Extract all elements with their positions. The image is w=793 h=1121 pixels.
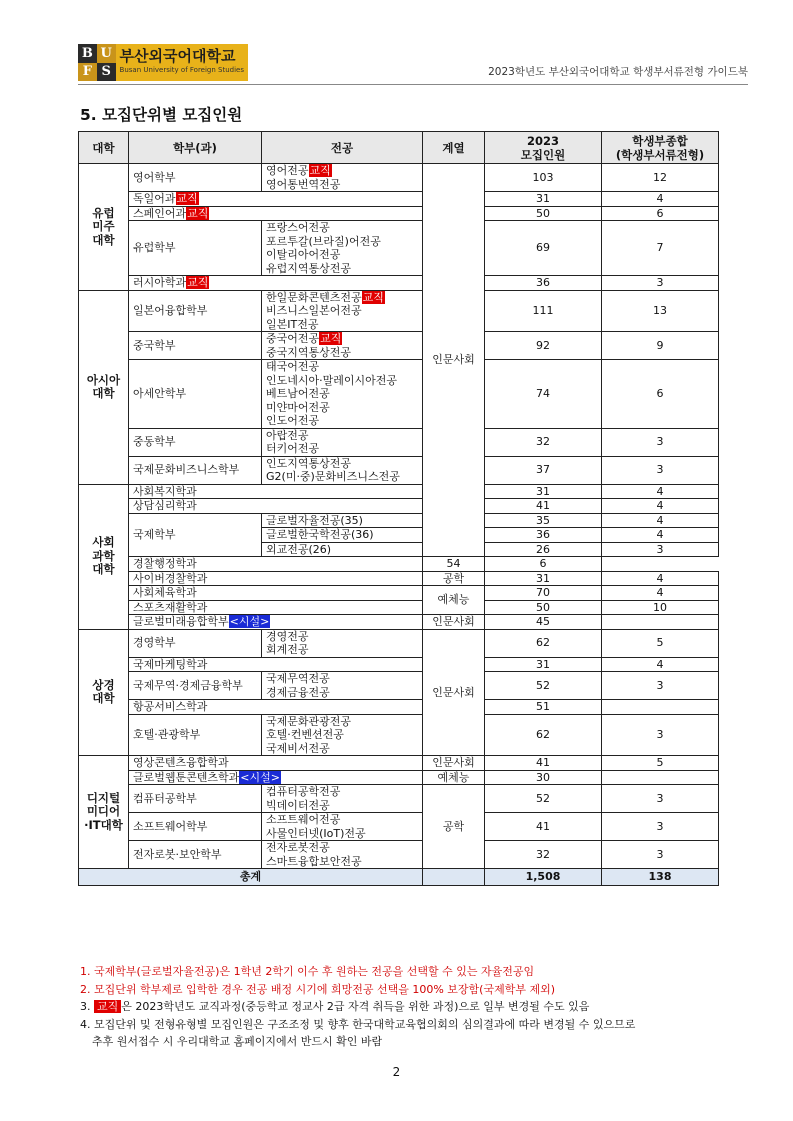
teaching-tag: 교직 xyxy=(94,1000,121,1013)
field-cell: 인문사회 xyxy=(423,629,485,756)
table-row xyxy=(79,499,719,514)
major-name: 소프트웨어전공 xyxy=(266,813,341,826)
major-name: 포르투갈(브라질)어전공 xyxy=(266,234,381,248)
field-cell: 인문사회 xyxy=(423,615,485,630)
major-cell xyxy=(262,785,423,813)
note-4-cont: 추후 원서접수 시 우리대학교 홈페이지에서 반드시 확인 바람 xyxy=(92,1035,383,1048)
major-cell xyxy=(262,221,423,276)
doc-cell: 3 xyxy=(602,785,719,813)
table-row xyxy=(79,785,719,813)
dept-cell: 국제마케팅학과 xyxy=(129,657,423,672)
total-doc: 138 xyxy=(602,869,719,886)
document-title: 2023학년도 부산외국어대학교 학생부서류전형 가이드북 xyxy=(488,66,748,78)
table-row xyxy=(79,770,719,785)
dept-cell xyxy=(129,615,423,630)
dept-cell: 영상콘텐츠융합학과 xyxy=(129,756,423,771)
dept-name: 글로벌웹툰콘텐츠학과 xyxy=(133,770,240,784)
page-number: 2 xyxy=(392,1065,401,1079)
table-row xyxy=(79,484,719,499)
doc-cell xyxy=(602,770,719,785)
teaching-tag: 교직 xyxy=(187,206,209,220)
field-cell: 인문사회 xyxy=(423,164,485,557)
field-cell: 예체능 xyxy=(423,770,485,785)
table-row xyxy=(79,192,719,207)
table-row xyxy=(79,571,719,586)
table-row xyxy=(79,360,719,429)
quota-cell: 70 xyxy=(485,586,602,601)
quota-cell: 51 xyxy=(485,700,602,715)
table-header-row xyxy=(79,132,719,164)
field-cell: 예체능 xyxy=(423,586,485,615)
table-row xyxy=(79,456,719,484)
quota-cell: 92 xyxy=(485,332,602,360)
dept-cell: 사회복지학과 xyxy=(129,484,423,499)
doc-cell: 4 xyxy=(602,499,719,514)
dept-cell: 컴퓨터공학부 xyxy=(129,785,262,813)
quota-cell: 45 xyxy=(485,615,602,630)
major-cell xyxy=(262,714,423,756)
footnotes xyxy=(80,963,720,1051)
doc-cell: 5 xyxy=(602,629,719,657)
dept-cell: 사이버경찰학과 xyxy=(129,571,423,586)
table-row xyxy=(79,206,719,221)
table-row xyxy=(79,332,719,360)
total-row xyxy=(79,869,719,886)
dept-cell: 국제문화비즈니스학부 xyxy=(129,456,262,484)
dept-cell: 호텔·관광학부 xyxy=(129,714,262,756)
major-cell xyxy=(262,360,423,429)
dept-cell: 사회체육학과 xyxy=(129,586,423,601)
field-cell: 인문사회 xyxy=(423,756,485,771)
college-cell: 유럽 미주 대학 xyxy=(79,164,129,291)
quota-cell: 50 xyxy=(485,206,602,221)
quota-cell: 52 xyxy=(485,785,602,813)
logo-name-korean: 부산외국어대학교 xyxy=(119,47,236,65)
major-name: 전자로봇전공 xyxy=(266,841,330,854)
quota-cell: 69 xyxy=(485,221,602,276)
major-cell: 글로벌한국학전공(36) xyxy=(262,528,423,543)
quota-cell: 52 xyxy=(485,672,602,700)
major-name: G2(미·중)문화비즈니스전공 xyxy=(266,470,400,483)
major-name: 비즈니스일본어전공 xyxy=(266,304,362,317)
field-cell: 공학 xyxy=(423,785,485,869)
logo-letter: S xyxy=(97,63,116,82)
table-row xyxy=(79,700,719,715)
dept-cell xyxy=(129,192,423,207)
major-cell: 글로벌자율전공(35) xyxy=(262,513,423,528)
logo-letter: F xyxy=(78,63,97,82)
table-row xyxy=(79,586,719,601)
doc-cell: 13 xyxy=(602,290,719,332)
table-row xyxy=(79,672,719,700)
facility-tag: <시설> xyxy=(229,615,270,628)
doc-cell: 10 xyxy=(602,600,719,615)
quota-cell: 37 xyxy=(485,456,602,484)
major-name: 빅데이터전공 xyxy=(266,798,330,812)
major-name: 호텔·컨벤션전공 xyxy=(266,728,344,741)
logo-letter: B xyxy=(78,44,97,63)
dept-cell: 소프트웨어학부 xyxy=(129,813,262,841)
table-row xyxy=(79,557,719,572)
doc-cell: 3 xyxy=(602,813,719,841)
table-row xyxy=(79,276,719,291)
dept-cell xyxy=(129,770,423,785)
logo-name-english: Busan University of Foreign Studies xyxy=(119,66,244,74)
quota-cell: 26 xyxy=(485,542,602,557)
dept-cell: 유럽학부 xyxy=(129,221,262,276)
college-cell: 아시아 대학 xyxy=(79,290,129,484)
major-name: 중국어전공 xyxy=(266,332,320,345)
doc-cell: 9 xyxy=(602,332,719,360)
doc-cell: 5 xyxy=(602,756,719,771)
major-name: 터키어전공 xyxy=(266,442,320,455)
quota-cell: 32 xyxy=(485,428,602,456)
college-cell: 사회 과학 대학 xyxy=(79,484,129,629)
doc-cell: 4 xyxy=(602,657,719,672)
major-name: 이탈리아어전공 xyxy=(266,248,341,261)
major-name: 아랍전공 xyxy=(266,428,309,442)
quota-cell: 62 xyxy=(485,629,602,657)
table-row xyxy=(79,221,719,276)
doc-cell xyxy=(602,615,719,630)
note-3-text: 은 2023학년도 교직과정(중등학교 정교사 2급 자격 취득을 위한 과정)으로 일부 변경될 수도 있음 xyxy=(121,1000,590,1013)
facility-tag: <시설> xyxy=(240,770,280,784)
doc-cell: 7 xyxy=(602,221,719,276)
major-name: 영어통번역전공 xyxy=(266,177,341,191)
major-name: 미얀마어전공 xyxy=(266,400,330,414)
quota-table xyxy=(78,131,719,886)
dept-cell xyxy=(129,276,423,291)
field-cell: 공학 xyxy=(423,571,485,586)
col-header-doc: 학생부종합 (학생부서류전형) xyxy=(602,132,719,164)
major-name: 스마트융합보안전공 xyxy=(266,854,362,868)
table-row xyxy=(79,600,719,615)
major-cell: 외교전공(26) xyxy=(262,542,423,557)
quota-cell: 31 xyxy=(485,571,602,586)
doc-cell: 12 xyxy=(602,164,719,192)
col-header-field: 계열 xyxy=(423,132,485,164)
university-logo xyxy=(78,44,248,81)
dept-cell: 국제학부 xyxy=(129,513,262,557)
quota-cell: 35 xyxy=(485,513,602,528)
quota-cell: 62 xyxy=(485,714,602,756)
note-2: 2. 모집단위 학부제로 입학한 경우 전공 배정 시기에 희망전공 선택을 100% 보장함(국제학부 제외) xyxy=(80,982,556,996)
dept-name: 독일어과 xyxy=(133,192,176,205)
major-cell xyxy=(262,164,423,192)
quota-cell: 103 xyxy=(485,164,602,192)
dept-cell: 경찰행정학과 xyxy=(129,557,423,572)
header-divider xyxy=(78,84,748,85)
dept-cell: 일본어융합학부 xyxy=(129,290,262,332)
dept-cell: 경영학부 xyxy=(129,629,262,657)
table-row xyxy=(79,290,719,332)
doc-cell: 3 xyxy=(602,542,719,557)
major-name: 인도네시아·말레이시아전공 xyxy=(266,373,398,387)
doc-cell: 3 xyxy=(602,672,719,700)
table-row xyxy=(79,813,719,841)
dept-name: 글로벌미래융합학부 xyxy=(133,615,229,628)
major-name: 중국지역통상전공 xyxy=(266,345,352,359)
teaching-tag: 교직 xyxy=(309,164,331,177)
dept-cell: 아세안학부 xyxy=(129,360,262,429)
quota-cell: 36 xyxy=(485,276,602,291)
major-name: 일본IT전공 xyxy=(266,317,319,331)
dept-cell: 영어학부 xyxy=(129,164,262,192)
doc-cell xyxy=(602,700,719,715)
teaching-tag: 교직 xyxy=(176,192,198,205)
major-cell xyxy=(262,290,423,332)
table-row xyxy=(79,714,719,756)
logo-emblem xyxy=(78,44,116,81)
col-header-major: 전공 xyxy=(262,132,423,164)
major-name: 프랑스어전공 xyxy=(266,221,330,234)
quota-cell: 32 xyxy=(485,841,602,869)
doc-cell: 4 xyxy=(602,513,719,528)
teaching-tag: 교직 xyxy=(187,276,209,289)
quota-cell: 31 xyxy=(485,484,602,499)
major-cell xyxy=(262,629,423,657)
section-title: 5. 모집단위별 모집인원 xyxy=(80,106,243,124)
doc-cell: 4 xyxy=(602,528,719,543)
major-name: 영어전공 xyxy=(266,164,309,177)
note-3-prefix: 3. xyxy=(80,1000,91,1013)
col-header-college: 대학 xyxy=(79,132,129,164)
quota-cell: 30 xyxy=(485,770,602,785)
note-4: 4. 모집단위 및 전형유형별 모집인원은 구조조정 및 향후 한국대학교육협의회의 심의결과에 따라 변경될 수 있으므로 xyxy=(80,1017,636,1031)
quota-cell: 74 xyxy=(485,360,602,429)
table-row xyxy=(79,513,719,528)
quota-cell: 41 xyxy=(485,813,602,841)
major-name: 경제금융전공 xyxy=(266,685,330,699)
doc-cell: 6 xyxy=(602,360,719,429)
quota-cell: 41 xyxy=(485,499,602,514)
doc-cell: 3 xyxy=(602,456,719,484)
major-name: 국제비서전공 xyxy=(266,741,330,755)
quota-cell: 50 xyxy=(485,600,602,615)
dept-cell: 상담심리학과 xyxy=(129,499,423,514)
major-name: 인도지역통상전공 xyxy=(266,456,352,470)
table-row xyxy=(79,756,719,771)
major-name: 회계전공 xyxy=(266,643,309,656)
major-cell xyxy=(262,456,423,484)
dept-cell: 항공서비스학과 xyxy=(129,700,423,715)
total-empty xyxy=(423,869,485,886)
doc-cell: 4 xyxy=(602,571,719,586)
college-cell: 디지털 미디어 ·IT대학 xyxy=(79,756,129,869)
dept-cell: 중동학부 xyxy=(129,428,262,456)
table-row xyxy=(79,657,719,672)
doc-cell: 3 xyxy=(602,714,719,756)
major-cell xyxy=(262,332,423,360)
quota-cell: 31 xyxy=(485,657,602,672)
major-cell xyxy=(262,813,423,841)
total-label: 총계 xyxy=(79,869,423,886)
note-1: 1. 국제학부(글로벌자율전공)은 1학년 2학기 이수 후 원하는 전공을 선택할 수 있는 자율전공임 xyxy=(80,965,535,978)
dept-name: 러시아학과 xyxy=(133,276,187,289)
logo-letter: U xyxy=(97,44,116,63)
total-quota: 1,508 xyxy=(485,869,602,886)
quota-cell: 54 xyxy=(423,557,485,572)
dept-cell: 전자로봇·보안학부 xyxy=(129,841,262,869)
major-name: 베트남어전공 xyxy=(266,387,330,400)
dept-name: 스페인어과 xyxy=(133,206,187,220)
quota-cell: 36 xyxy=(485,528,602,543)
doc-cell: 6 xyxy=(602,206,719,221)
logo-wordmark xyxy=(116,44,248,81)
major-name: 태국어전공 xyxy=(266,360,320,373)
dept-cell: 중국학부 xyxy=(129,332,262,360)
major-name: 한일문화콘텐츠전공 xyxy=(266,290,362,304)
major-name: 인도어전공 xyxy=(266,414,320,427)
note-3 xyxy=(80,998,720,1016)
teaching-tag: 교직 xyxy=(320,332,342,345)
college-cell: 상경 대학 xyxy=(79,629,129,756)
col-header-quota: 2023 모집인원 xyxy=(485,132,602,164)
doc-cell: 3 xyxy=(602,841,719,869)
major-name: 경영전공 xyxy=(266,629,309,643)
doc-cell: 4 xyxy=(602,192,719,207)
doc-cell: 4 xyxy=(602,484,719,499)
table-row xyxy=(79,629,719,657)
doc-cell: 3 xyxy=(602,276,719,291)
major-name: 사물인터넷(IoT)전공 xyxy=(266,826,366,840)
major-name: 국제무역전공 xyxy=(266,672,330,685)
major-cell xyxy=(262,428,423,456)
dept-cell xyxy=(129,206,423,221)
major-cell xyxy=(262,672,423,700)
major-cell xyxy=(262,841,423,869)
quota-cell: 41 xyxy=(485,756,602,771)
major-name: 국제문화관광전공 xyxy=(266,714,352,728)
quota-cell: 111 xyxy=(485,290,602,332)
doc-cell: 6 xyxy=(485,557,602,572)
col-header-dept: 학부(과) xyxy=(129,132,262,164)
doc-cell: 3 xyxy=(602,428,719,456)
table-row xyxy=(79,164,719,192)
teaching-tag: 교직 xyxy=(362,290,384,304)
doc-cell: 4 xyxy=(602,586,719,601)
dept-cell: 국제무역·경제금융학부 xyxy=(129,672,262,700)
table-row xyxy=(79,615,719,630)
table-row xyxy=(79,841,719,869)
major-name: 컴퓨터공학전공 xyxy=(266,785,341,798)
quota-cell: 31 xyxy=(485,192,602,207)
table-row xyxy=(79,428,719,456)
major-name: 유럽지역통상전공 xyxy=(266,261,352,275)
dept-cell: 스포츠재활학과 xyxy=(129,600,423,615)
